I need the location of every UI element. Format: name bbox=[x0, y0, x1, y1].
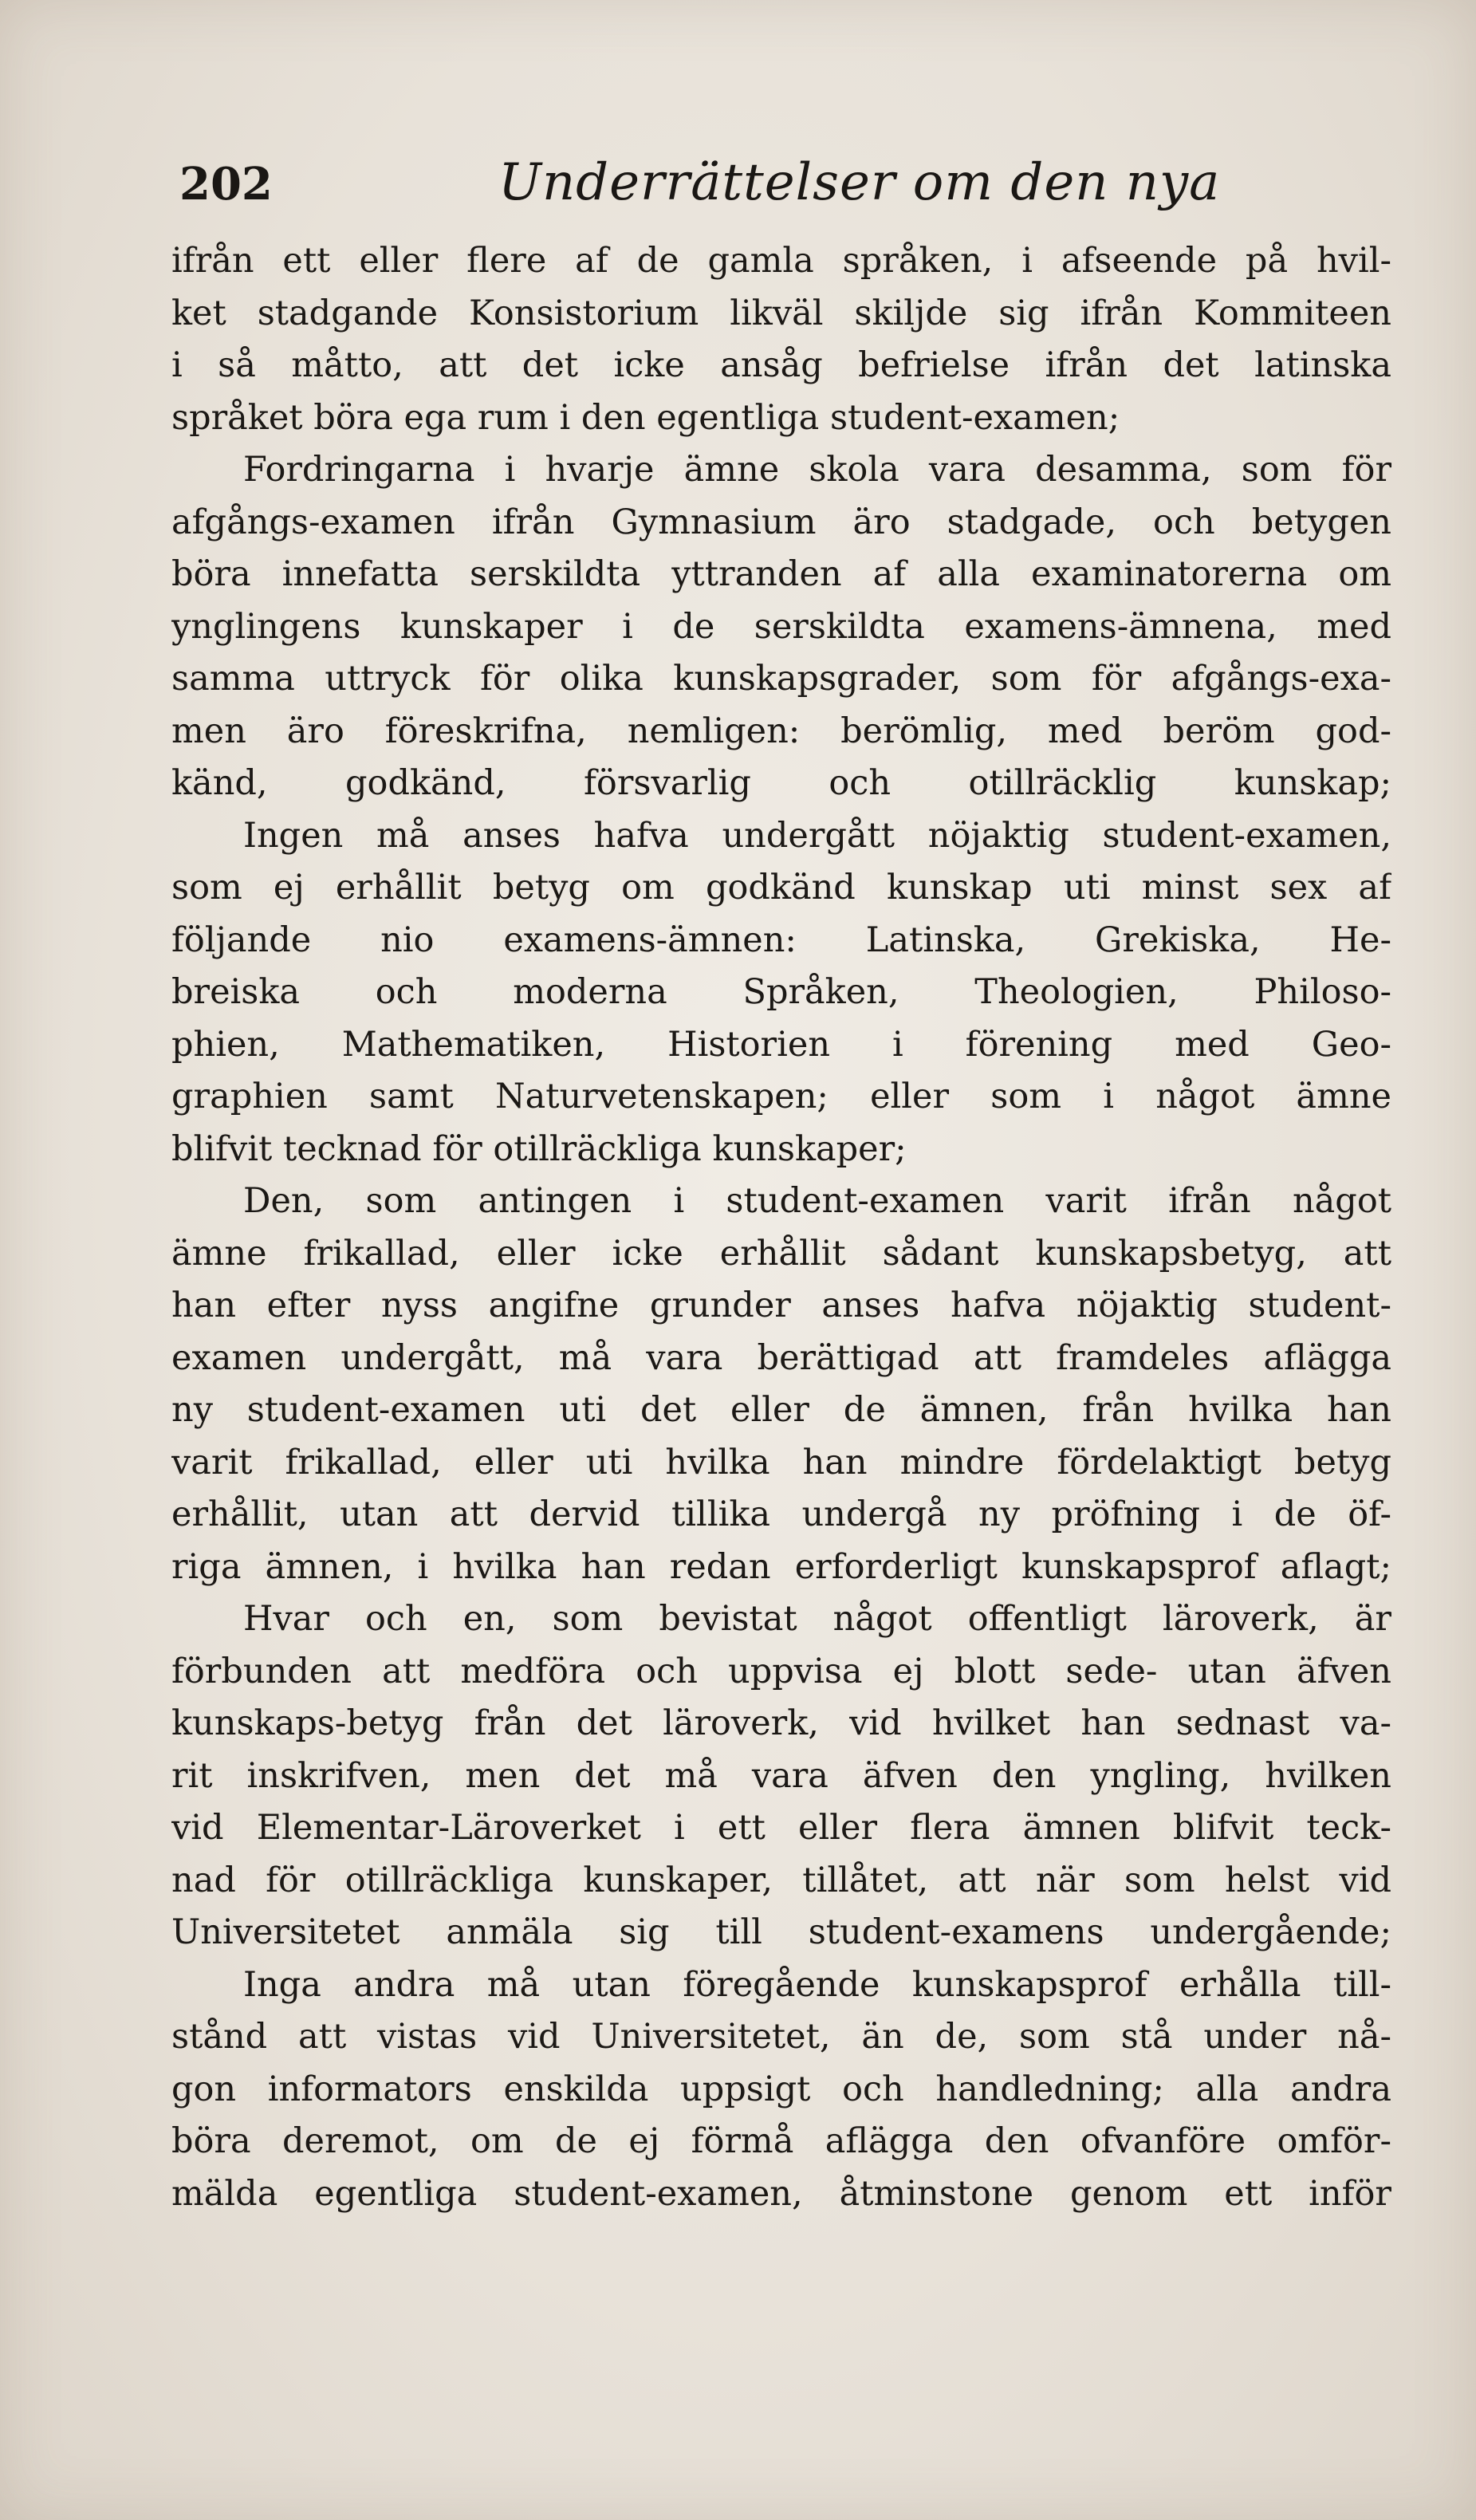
text-line: erhållit, utan att dervid tillika undergå ny pröfning i de öf- bbox=[171, 1494, 1391, 1534]
text-line: graphien samt Naturvetenskapen; eller som i något ämne bbox=[171, 1077, 1391, 1116]
text-line: ny student-examen uti det eller de ämnen, från hvilka han bbox=[171, 1390, 1391, 1430]
page-number: 202 bbox=[179, 158, 273, 211]
text-line: språket böra ega rum i den egentliga student-examen; bbox=[171, 397, 1120, 438]
text-line: Hvar och en, som bevistat något offentligt läroverk, är bbox=[243, 1599, 1391, 1639]
text-line: samma uttryck för olika kunskapsgrader, som för afgångs-exa- bbox=[171, 659, 1391, 699]
text-line: i så måtto, att det icke ansåg befrielse ifrån det latinska bbox=[171, 345, 1391, 385]
text-line: stånd att vistas vid Universitetet, än de, som stå under nå- bbox=[171, 2017, 1391, 2057]
text-line: Inga andra må utan föregående kunskapsprof erhålla till- bbox=[243, 1964, 1391, 2005]
text-line: Universitetet anmäla sig till student-examens undergående; bbox=[171, 1912, 1391, 1952]
text-line: phien, Mathematiken, Historien i förening med Geo- bbox=[171, 1024, 1391, 1065]
text-line: gon informators enskilda uppsigt och handledning; alla andra bbox=[171, 2069, 1391, 2109]
text-line: kunskaps-betyg från det läroverk, vid hvilket han sednast va- bbox=[171, 1703, 1391, 1743]
text-line: ynglingens kunskaper i de serskildta examens-ämnena, med bbox=[171, 606, 1391, 647]
text-line: känd, godkänd, försvarlig och otillräcklig kunskap; bbox=[171, 763, 1391, 803]
text-line: blifvit tecknad för otillräckliga kunskaper; bbox=[171, 1128, 907, 1169]
text-line: Ingen må anses hafva undergått nöjaktig student-examen, bbox=[243, 815, 1391, 856]
text-line: följande nio examens-ämnen: Latinska, Grekiska, He- bbox=[171, 919, 1391, 960]
text-line: böra innefatta serskildta yttranden af alla examinatorerna om bbox=[171, 554, 1391, 594]
running-head-title: Underrättelser om den nya bbox=[498, 153, 1221, 212]
text-line: mälda egentliga student-examen, åtminstone genom ett inför bbox=[171, 2173, 1391, 2214]
text-line: vid Elementar-Läroverket i ett eller flera ämnen blifvit teck- bbox=[171, 1808, 1391, 1848]
running-head bbox=[179, 142, 1376, 230]
body-text bbox=[171, 235, 1391, 2220]
text-line: afgångs-examen ifrån Gymnasium äro stadgade, och betygen bbox=[171, 502, 1391, 542]
text-line: breiska och moderna Språken, Theologien, Philoso- bbox=[171, 972, 1391, 1012]
text-line: han efter nyss angifne grunder anses hafva nöjaktig student- bbox=[171, 1286, 1391, 1325]
text-line: ämne frikallad, eller icke erhållit sådant kunskapsbetyg, att bbox=[171, 1233, 1391, 1274]
text-line: som ej erhållit betyg om godkänd kunskap uti minst sex af bbox=[171, 868, 1391, 908]
text-line: Fordringarna i hvarje ämne skola vara desamma, som för bbox=[243, 450, 1391, 490]
text-line: varit frikallad, eller uti hvilka han mindre fördelaktigt betyg bbox=[171, 1442, 1391, 1482]
text-line: ket stadgande Konsistorium likväl skiljde sig ifrån Kommiteen bbox=[171, 293, 1391, 333]
text-line: Den, som antingen i student-examen varit ifrån något bbox=[243, 1181, 1391, 1221]
text-line: examen undergått, må vara berättigad att framdeles aflägga bbox=[171, 1337, 1391, 1378]
text-line: ifrån ett eller flere af de gamla språken, i afseende på hvil- bbox=[171, 241, 1391, 281]
text-line: förbunden att medföra och uppvisa ej blott sede- utan äfven bbox=[171, 1651, 1391, 1691]
text-line: nad för otillräckliga kunskaper, tillåtet, att när som helst vid bbox=[171, 1860, 1391, 1900]
text-line: riga ämnen, i hvilka han redan erforderligt kunskapsprof aflagt; bbox=[171, 1546, 1391, 1587]
text-line: men äro föreskrifna, nemligen: berömlig, med beröm god- bbox=[171, 711, 1391, 751]
text-line: rit inskrifven, men det må vara äfven den yngling, hvilken bbox=[171, 1755, 1391, 1796]
text-line: böra deremot, om de ej förmå aflägga den ofvanföre omför- bbox=[171, 2121, 1391, 2161]
